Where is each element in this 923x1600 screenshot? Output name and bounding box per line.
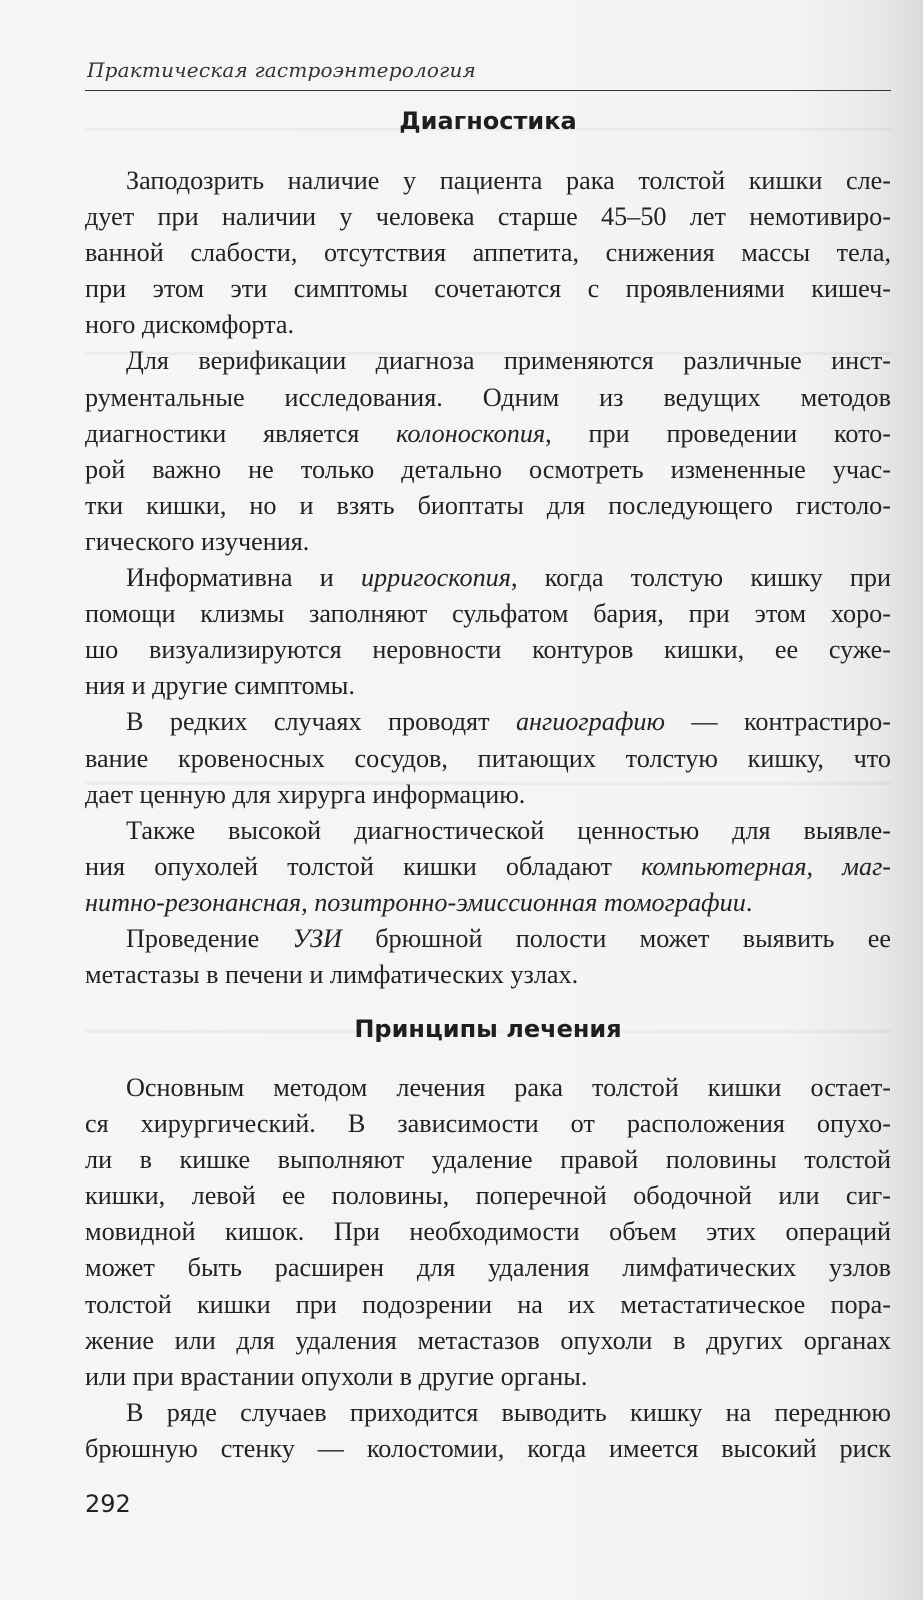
text-run: , когда толстую кишку при	[510, 563, 891, 593]
text-run: диагностики является	[85, 418, 397, 448]
text-line	[85, 921, 891, 957]
text-run: Информативна и	[126, 563, 361, 593]
text-line: брюшную стенку — колостомии, когда имеется высокий риск	[85, 1433, 891, 1463]
text-line	[85, 849, 891, 885]
text-line: Заподозрить наличие у пациента рака толстой кишки сле-	[126, 166, 891, 195]
term-colonoscopy: колоноскопия	[396, 418, 546, 448]
text-line: жение или для удаления метастазов опухоли в других органах	[85, 1325, 891, 1355]
text-line: Также высокой диагностической ценностью для выявле-	[126, 815, 891, 845]
term-ct-mri: компьютерная, маг-	[641, 851, 891, 881]
text-line: ся хирургический. В зависимости от расположения опухо-	[85, 1109, 891, 1139]
text-run: ния опухолей толстой кишки обладают	[85, 851, 642, 881]
text-line: тки кишки, но и взять биоптаты для последующего гистоло-	[85, 490, 891, 520]
header-rule	[85, 90, 891, 91]
text-line: мовидной кишок. При необходимости объем этих операций	[85, 1217, 891, 1247]
page-number: 292	[85, 1490, 131, 1518]
text-line: гического изучения.	[85, 526, 310, 556]
text-line: может быть расширен для удаления лимфатических узлов	[85, 1253, 891, 1283]
text-line	[85, 560, 891, 596]
text-run: В редких случаях проводят	[126, 707, 516, 737]
text-line: кишки, левой ее половины, поперечной ободочной или сиг-	[85, 1181, 891, 1211]
text-line: толстой кишки при подозрении на их метастатическое пора-	[85, 1289, 891, 1319]
text-line: ного дискомфорта.	[85, 310, 295, 340]
text-line: метастазы в печени и лимфатических узлах.	[85, 960, 579, 990]
section-title-treatment: Принципы лечения	[354, 1015, 622, 1043]
text-run: , при проведении кото-	[545, 418, 891, 448]
text-run: Проведение	[126, 923, 293, 953]
text-line: помощи клизмы заполняют сульфатом бария, при этом хоро-	[85, 599, 891, 629]
term-irrigoscopy: ирригоскопия	[360, 563, 511, 593]
text-line: рументальные исследования. Одним из ведущих методов	[85, 382, 891, 412]
running-head: Практическая гастроэнтерология	[87, 58, 476, 82]
term-angiography: ангиографию	[515, 707, 665, 737]
text-line: при этом эти симптомы сочетаются с проявлениями кишеч-	[85, 274, 891, 304]
text-line	[85, 885, 891, 921]
text-line: дает ценную для хирурга информацию.	[85, 779, 526, 809]
text-line: ли в кишке выполняют удаление правой половины толстой	[85, 1145, 891, 1175]
text-line: дует при наличии у человека старше 45–50 лет немотивиро-	[85, 202, 891, 232]
term-tomography: нитно-резонансная, позитронно-эмиссионная томографии	[85, 887, 746, 917]
text-run: .	[745, 887, 753, 917]
text-run: — контрастиро-	[664, 707, 891, 737]
term-ultrasound: УЗИ	[292, 923, 342, 953]
text-line: В ряде случаев приходится выводить кишку на переднюю	[126, 1397, 891, 1427]
section-body-diagnostics	[85, 163, 891, 993]
text-line	[85, 704, 891, 740]
text-line: рой важно не только детально осмотреть измененные учас-	[85, 454, 891, 484]
section-body-treatment	[85, 1070, 891, 1467]
section-title-diagnostics: Диагностика	[399, 107, 577, 135]
text-line: ванной слабости, отсутствия аппетита, снижения массы тела,	[85, 238, 891, 268]
text-line: вание кровеносных сосудов, питающих толстую кишку, что	[85, 743, 891, 773]
text-line: или при врастании опухоли в другие органы.	[85, 1361, 588, 1391]
text-line: шо визуализируются неровности контуров кишки, ее суже-	[85, 635, 891, 665]
text-line	[85, 416, 891, 452]
text-line: ния и другие симптомы.	[85, 671, 355, 701]
text-run: брюшной полости может выявить ее	[341, 923, 891, 953]
text-line: Для верификации диагноза применяются различные инст-	[126, 346, 891, 376]
text-line: Основным методом лечения рака толстой кишки остает-	[126, 1073, 891, 1102]
